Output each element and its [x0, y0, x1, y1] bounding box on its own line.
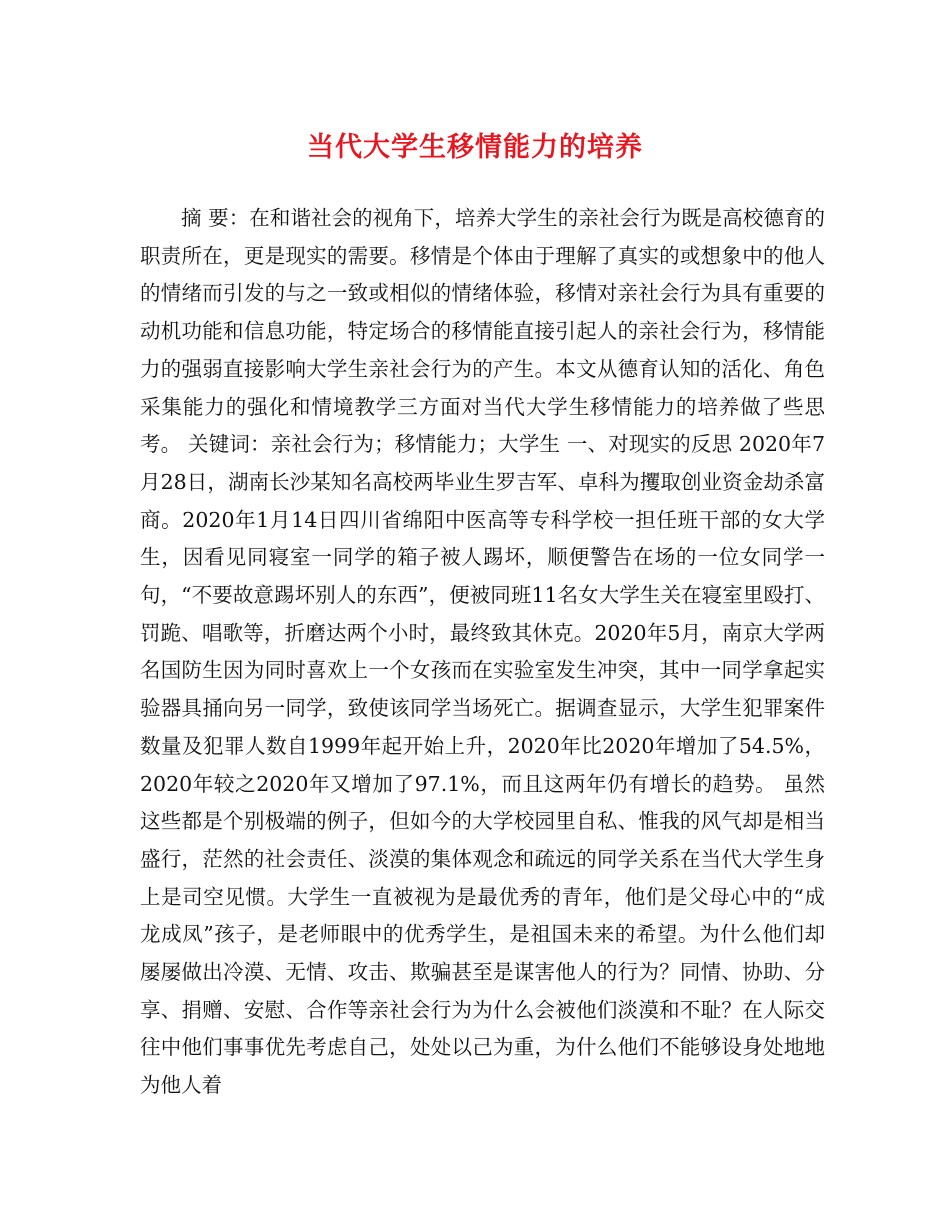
document-body: [140, 200, 825, 1105]
body-paragraph: 摘 要：在和谐社会的视角下，培养大学生的亲社会行为既是高校德育的职责所在，更是现实的需要。移情是个体由于理解了真实的或想象中的他人的情绪而引发的与之一致或相似的情绪体验，移情对亲社会行为具有重要的动机功能和信息功能，特定场合的移情能直接引起人的亲社会行为，移情能力的强弱直接影响大学生亲社会行为的产生。本文从德育认知的活化、角色采集能力的强化和情境教学三方面对当代大学生移情能力的培养做了些思考。 关键词：亲社会行为；移情能力；大学生 一、对现实的反思 2020年7月28日，湖南长沙某知名高校两毕业生罗吉军、卓科为攫取创业资金劫杀富商。2020年1月14日四川省绵阳中医高等专科学校一担任班干部的女大学生，因看见同寝室一同学的箱子被人踢坏，顺便警告在场的一位女同学一句，“不要故意踢坏别人的东西”，便被同班11名女大学生关在寝室里殴打、罚跪、唱歌等，折磨达两个小时，最终致其休克。2020年5月，南京大学两名国防生因为同时喜欢上一个女孩而在实验室发生冲突，其中一同学拿起实验器具捅向另一同学，致使该同学当场死亡。据调查显示，大学生犯罪案件数量及犯罪人数自1999年起开始上升，2020年比2020年增加了54.5%，2020年较之2020年又增加了97.1%，而且这两年仍有增长的趋势。 虽然这些都是个别极端的例子，但如今的大学校园里自私、惟我的风气却是相当盛行，茫然的社会责任、淡漠的集体观念和疏远的同学关系在当代大学生身上是司空见惯。大学生一直被视为是最优秀的青年，他们是父母心中的“成龙成凤”孩子，是老师眼中的优秀学生，是祖国未来的希望。为什么他们却屡屡做出冷漠、无情、攻击、欺骗甚至是谋害他人的行为？同情、协助、分享、捐赠、安慰、合作等亲社会行为为什么会被他们淡漠和不耻？在人际交往中他们事事优先考虑自己，处处以己为重，为什么他们不能够设身处地地为他人着: [140, 206, 825, 1098]
document-title: 当代大学生移情能力的培养: [307, 132, 643, 163]
